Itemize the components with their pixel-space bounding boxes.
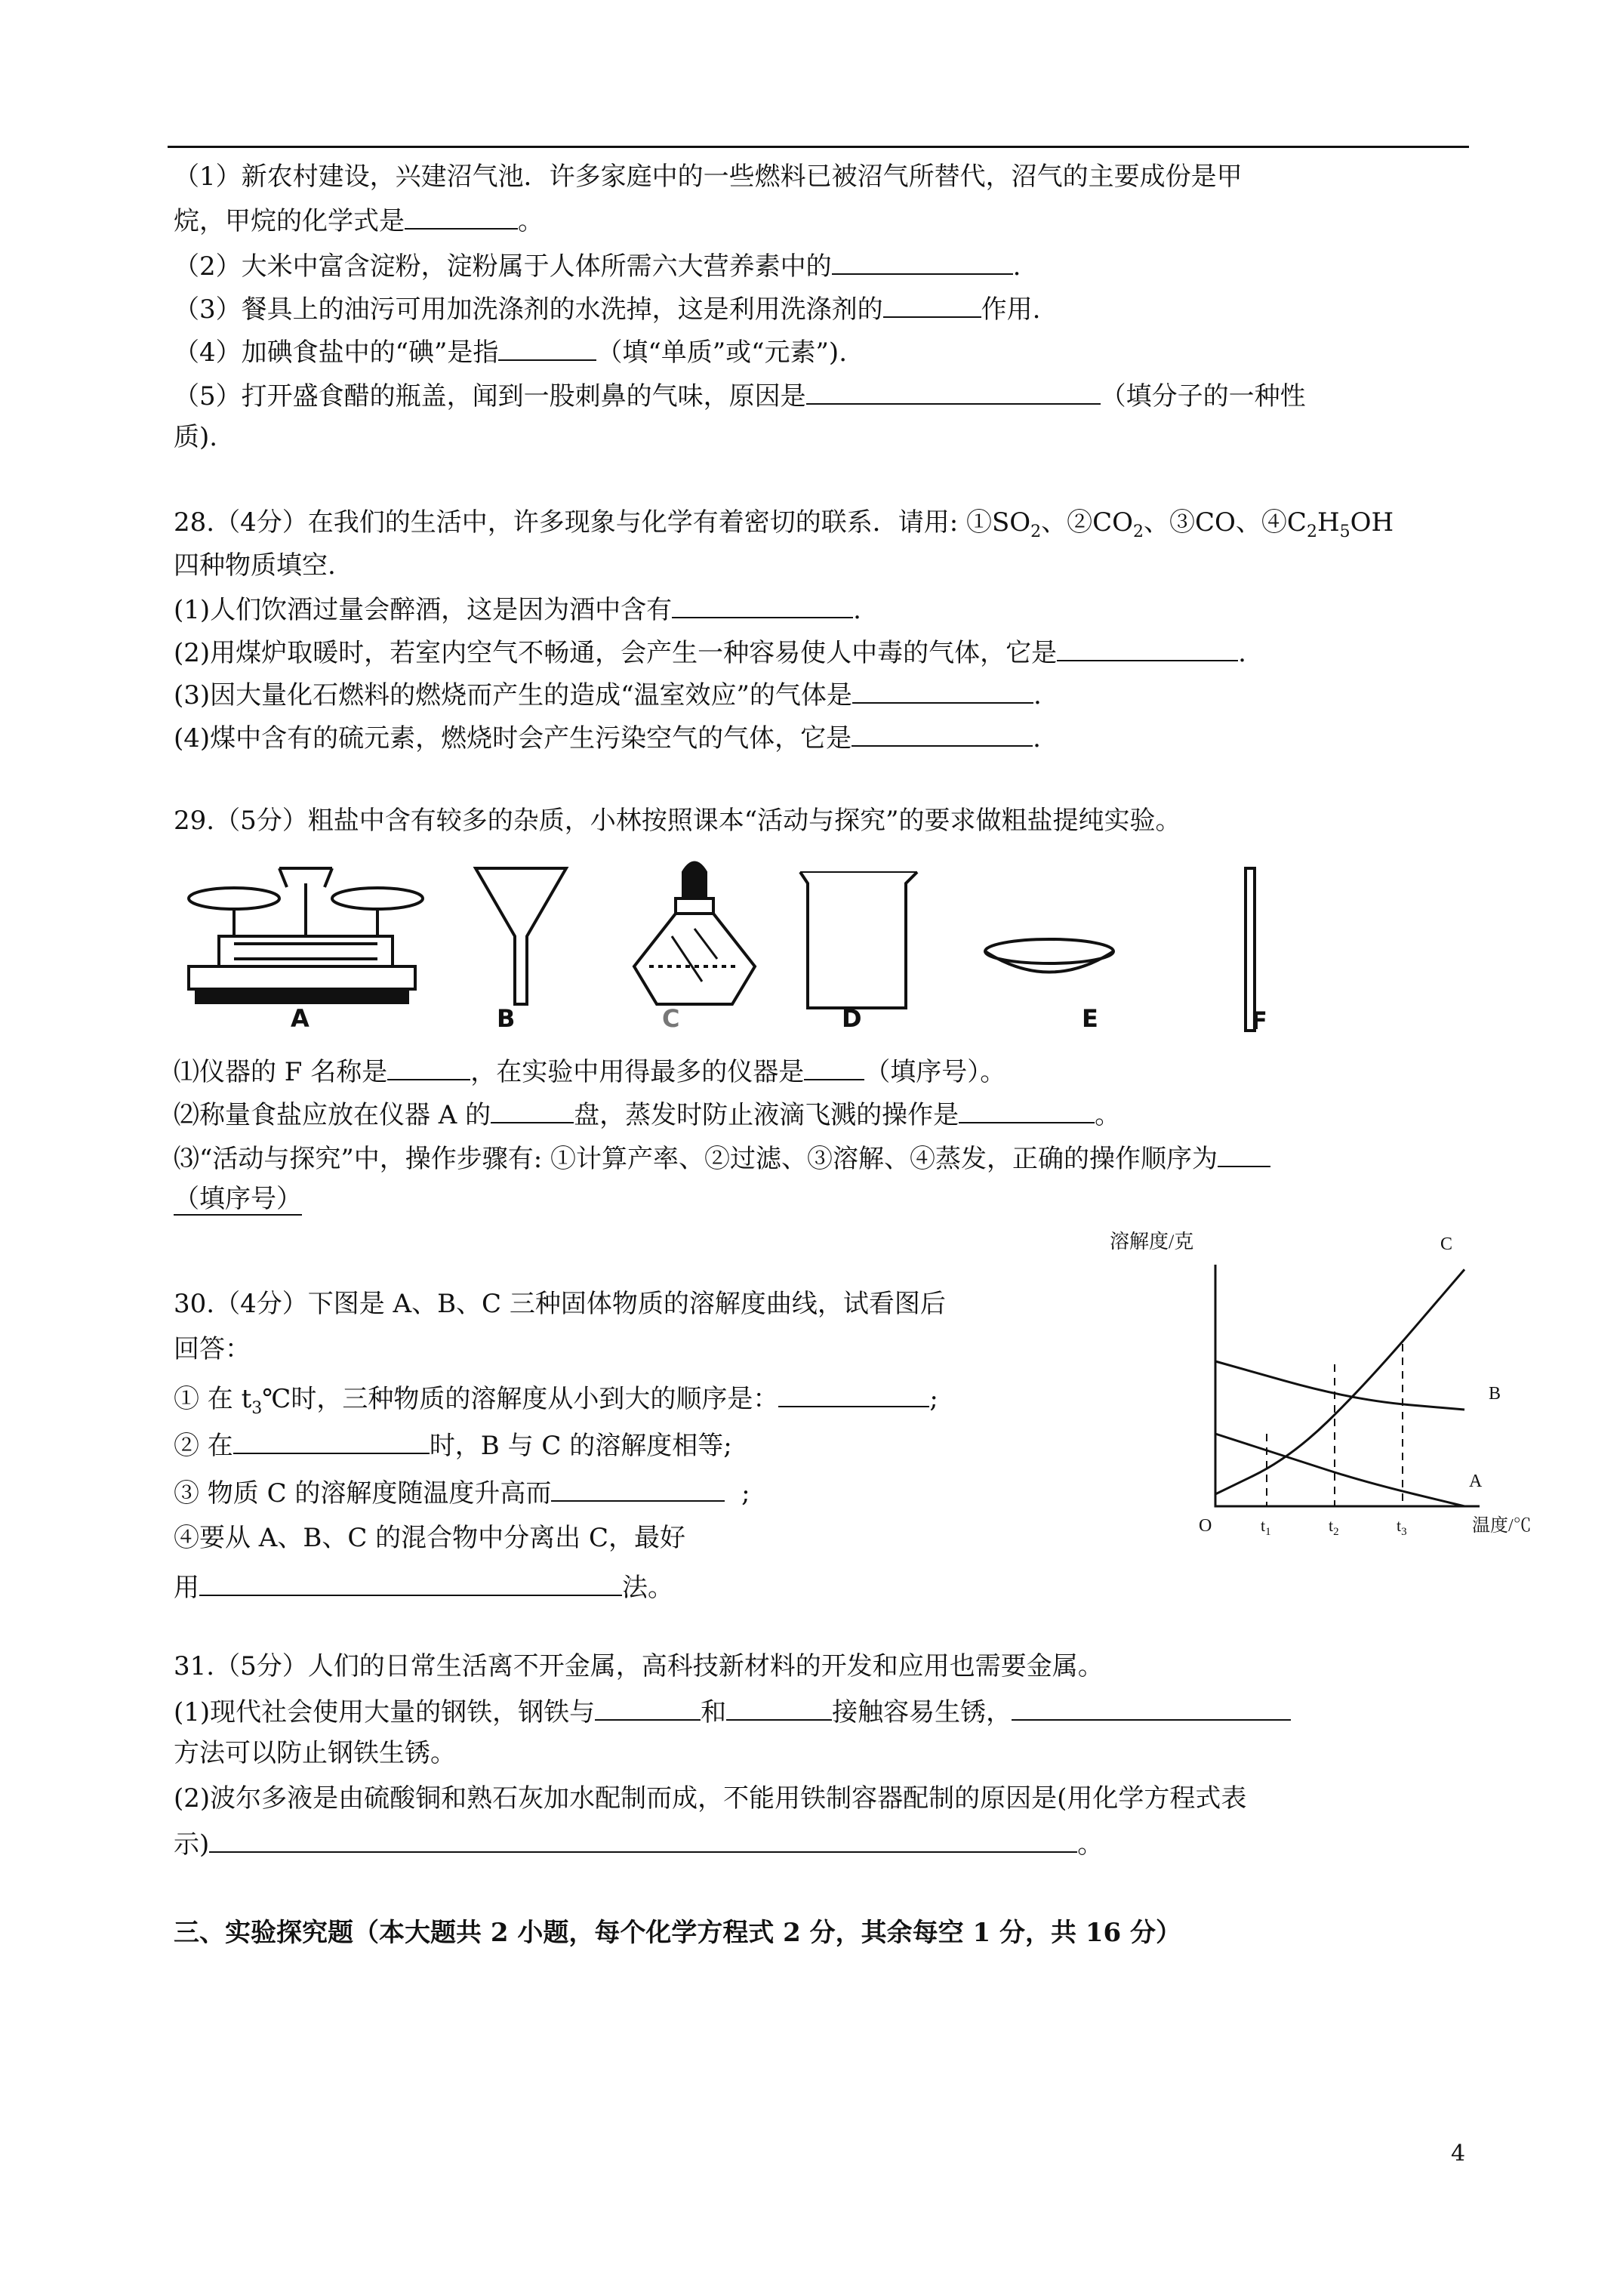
answer-blank[interactable]: [387, 1053, 470, 1080]
q27-line-4: [174, 291, 1040, 326]
q30-stem-1: 30.（4分）下图是 A、B、C 三种固体物质的溶解度曲线，试看图后: [174, 1289, 946, 1319]
q31-p1-mid: 接触容易生锈，: [832, 1697, 1012, 1727]
q28-p4-end: .: [1033, 723, 1041, 754]
beaker-icon: [800, 872, 917, 1008]
q27-q4-end: （填“单质”或“元素”).: [596, 337, 848, 368]
q29-p2-end: 。: [1095, 1100, 1121, 1130]
q28-part-3: [174, 676, 1042, 712]
answer-blank[interactable]: [1218, 1140, 1270, 1167]
answer-blank[interactable]: [209, 1826, 1077, 1853]
series-label-B: B: [1489, 1384, 1501, 1404]
answer-blank[interactable]: [778, 1380, 929, 1407]
q27-q2-end: .: [1012, 251, 1021, 282]
q27-q3-end: 作用.: [981, 294, 1041, 325]
q30-p1-text: ① 在 t: [174, 1384, 252, 1414]
series-label-A: A: [1469, 1472, 1483, 1491]
q29-part-2: [174, 1096, 1120, 1132]
q29-p1-end: （填序号）。: [864, 1057, 1006, 1087]
q28-part-4: [174, 720, 1041, 755]
q27-methane-prompt: 烷，甲烷的化学式是: [174, 206, 405, 236]
q30-p5-end: 法。: [622, 1573, 673, 1603]
answer-blank[interactable]: [806, 378, 1101, 405]
q27-line-7: 质).: [174, 422, 218, 452]
apparatus-label-B: B: [497, 1004, 516, 1033]
page-number: 4: [1451, 2140, 1466, 2167]
q27-line-2: [174, 202, 544, 238]
curve-A: [1215, 1434, 1464, 1506]
q31-part-1: [174, 1693, 1291, 1729]
header-rule: [168, 146, 1469, 148]
q27-line-1: （1）新农村建设，兴建沼气池．许多家庭中的一些燃料已被沼气所替代，沼气的主要成份是甲: [174, 162, 1243, 192]
q30-part-2: [174, 1427, 732, 1462]
q27-line-5: [174, 334, 847, 369]
q29-part-1: [174, 1053, 1006, 1089]
section-3-heading: 三、实验探究题（本大题共 2 小题，每个化学方程式 2 分，其余每空 1 分，共 16 分）: [174, 1918, 1181, 1948]
q30-part-1: [174, 1380, 938, 1416]
q27-q3-text: （3）餐具上的油污可用加洗涤剂的水洗掉，这是利用洗涤剂的: [174, 294, 883, 325]
q31-stem: 31.（5分）人们的日常生活离不开金属，高科技新材料的开发和应用也需要金属。: [174, 1651, 1104, 1681]
solubility-chart: [1102, 1219, 1570, 1544]
q30-part-4: ④要从 A、B、C 的混合物中分离出 C，最好: [174, 1523, 685, 1553]
subscript: 5: [1339, 522, 1350, 541]
q28-part-1: [174, 591, 861, 627]
apparatus-label-A: A: [291, 1004, 310, 1033]
answer-blank[interactable]: [959, 1096, 1095, 1123]
q28-p3-text: (3)因大量化石燃料的燃烧而产生的造成“温室效应”的气体是: [174, 680, 852, 710]
q28-stem-part: 28.（4分）在我们的生活中，许多现象与化学有着密切的联系．请用: ①SO: [174, 507, 1031, 538]
subscript: 2: [1030, 522, 1042, 541]
answer-blank[interactable]: [233, 1427, 430, 1454]
alcohol-lamp-icon: [634, 863, 755, 1005]
q31-part-1-cont: 方法可以防止钢铁生锈。: [174, 1738, 456, 1768]
q29-p1-mid: ，在实验中用得最多的仪器是: [470, 1057, 805, 1087]
q30-p5-text: 用: [174, 1573, 199, 1603]
subscript: 3: [251, 1398, 263, 1418]
q29-part-3: [174, 1140, 1270, 1176]
q30-p1-text2: ℃时，三种物质的溶解度从小到大的顺序是：: [262, 1384, 779, 1414]
chart-dashes: [1267, 1344, 1403, 1506]
subscript: 2: [1306, 522, 1317, 541]
q29-p2-mid: 盘，蒸发时防止液滴飞溅的操作是: [574, 1100, 959, 1130]
chart-curves: [1215, 1269, 1464, 1506]
q27-q2-text: （2）大米中富含淀粉，淀粉属于人体所需六大营养素中的: [174, 251, 832, 282]
answer-blank[interactable]: [852, 676, 1033, 704]
answer-blank[interactable]: [1057, 634, 1238, 661]
q31-p2-text: 示): [174, 1829, 210, 1860]
q28-stem-part: H: [1317, 507, 1340, 538]
chart-origin: O: [1199, 1516, 1212, 1536]
q28-p1-text: (1)人们饮酒过量会醉酒，这是因为酒中含有: [174, 595, 673, 625]
q28-stem-2: 四种物质填空.: [174, 550, 336, 581]
apparatus-label-F: F: [1251, 1006, 1267, 1035]
q27-q4-text: （4）加碘食盐中的“碘”是指: [174, 337, 499, 368]
apparatus-label-D: D: [842, 1004, 862, 1033]
apparatus-figure: [174, 853, 1306, 1042]
q30-part-5: [174, 1569, 673, 1604]
q28-p1-end: .: [853, 595, 861, 625]
q29-p1-text: ⑴仪器的 F 名称是: [174, 1057, 388, 1087]
q28-stem-part: 、②CO: [1041, 507, 1134, 538]
q27-period: 。: [518, 206, 544, 236]
q27-line-3: [174, 248, 1021, 283]
q28-p3-end: .: [1033, 680, 1042, 710]
answer-blank[interactable]: [852, 720, 1033, 747]
tick-label-t1: $t_1$: [1261, 1516, 1271, 1538]
answer-blank[interactable]: [726, 1693, 832, 1721]
apparatus-label-E: E: [1082, 1004, 1098, 1033]
q29-stem: 29.（5分）粗盐中含有较多的杂质，小林按照课本“活动与探究”的要求做粗盐提纯实验。: [174, 806, 1181, 836]
q30-p3-end: ;: [741, 1478, 750, 1509]
q29-part-3-cont: [174, 1182, 302, 1216]
tick-label-t2: $t_2$: [1329, 1516, 1339, 1538]
q30-p2-end: 时，B 与 C 的溶解度相等;: [429, 1431, 732, 1461]
q31-p2-end: 。: [1077, 1829, 1104, 1860]
q28-stem-part: OH: [1350, 507, 1394, 538]
q28-p2-text: (2)用煤炉取暖时，若室内空气不畅通，会产生一种容易使人中毒的气体，它是: [174, 638, 1058, 668]
chart-axes: [1215, 1265, 1480, 1506]
q29-p4-text: （填序号）: [174, 1184, 302, 1214]
q30-stem-2: 回答：: [174, 1334, 251, 1364]
curve-B: [1215, 1361, 1464, 1410]
answer-blank[interactable]: [672, 591, 853, 618]
q30-p1-end: ;: [929, 1384, 938, 1414]
q29-p2-text: ⑵称量食盐应放在仪器 A 的: [174, 1100, 491, 1130]
q28-part-2: [174, 634, 1246, 670]
answer-blank[interactable]: [498, 334, 596, 361]
chart-xlabel: 温度/℃: [1472, 1516, 1532, 1536]
q31-p1-and: 和: [701, 1697, 727, 1727]
q31-part-2-cont: [174, 1826, 1103, 1861]
q28-p2-end: .: [1238, 638, 1246, 668]
answer-blank[interactable]: [883, 291, 981, 318]
answer-blank[interactable]: [804, 1053, 864, 1080]
answer-blank[interactable]: [551, 1475, 725, 1502]
q27-q5-text: （5）打开盛食醋的瓶盖，闻到一股刺鼻的气味，原因是: [174, 381, 806, 411]
tick-label-t3: $t_3$: [1397, 1516, 1407, 1538]
series-label-C: C: [1440, 1234, 1453, 1254]
answer-blank[interactable]: [405, 202, 518, 230]
q28-p4-text: (4)煤中含有的硫元素，燃烧时会产生污染空气的气体，它是: [174, 723, 852, 754]
funnel-icon: [476, 868, 566, 1004]
q30-part-3: [174, 1475, 750, 1510]
q28-stem: [174, 506, 1394, 539]
answer-blank[interactable]: [199, 1569, 622, 1596]
answer-blank[interactable]: [832, 248, 1013, 275]
q31-part-2: (2)波尔多液是由硫酸铜和熟石灰加水配制而成，不能用铁制容器配制的原因是(用化学方程式表: [174, 1783, 1247, 1814]
apparatus-label-C: C: [662, 1004, 680, 1033]
q28-stem-part: 、③CO、④C: [1144, 507, 1307, 538]
answer-blank[interactable]: [595, 1693, 701, 1721]
q30-p3-text: ③ 物质 C 的溶解度随温度升高而: [174, 1478, 552, 1509]
q31-p1-text: (1)现代社会使用大量的钢铁，钢铁与: [174, 1697, 596, 1727]
answer-blank[interactable]: [1012, 1693, 1291, 1721]
q27-q5-end: （填分子的一种性: [1100, 381, 1306, 411]
curve-C: [1215, 1269, 1464, 1494]
subscript: 2: [1133, 522, 1144, 541]
q27-line-6: [174, 378, 1306, 413]
chart-ylabel: 溶解度/克: [1110, 1231, 1194, 1253]
evaporating-dish-icon: [985, 939, 1113, 972]
q29-p3-text: ⑶“活动与探究”中，操作步骤有: ①计算产率、②过滤、③溶解、④蒸发，正确的操作顺序为: [174, 1144, 1218, 1174]
q30-p2-text: ② 在: [174, 1431, 233, 1461]
balance-icon: [189, 868, 423, 1003]
answer-blank[interactable]: [491, 1096, 574, 1123]
